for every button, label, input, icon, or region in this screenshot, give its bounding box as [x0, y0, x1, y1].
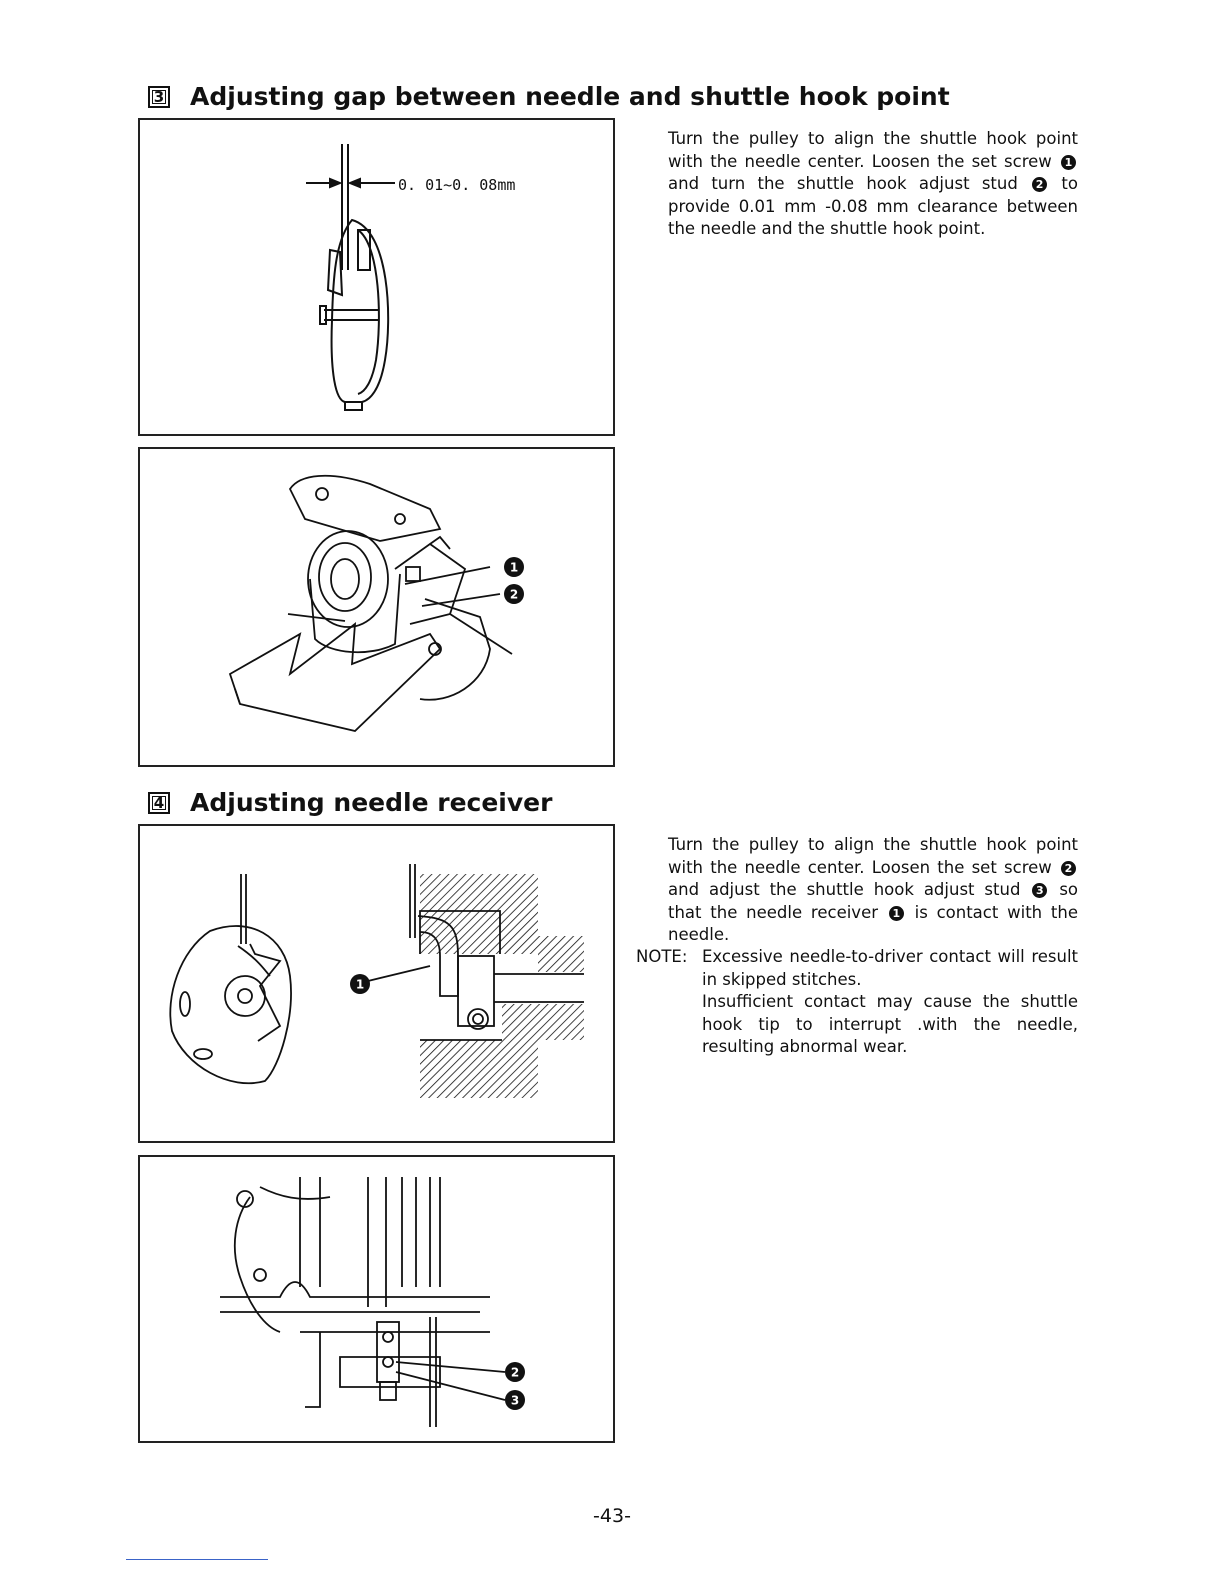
note-line-1: Excessive needle-to-driver contact will result in skipped stitches.	[702, 947, 1078, 989]
page-number: -43-	[593, 1505, 631, 1527]
callout-2-label: 2	[509, 587, 519, 602]
section-4-number: 4	[148, 792, 170, 814]
ref-badge-adjust-stud: 3	[1032, 883, 1047, 898]
section-4-heading	[148, 788, 552, 817]
underside-adjustment-diagram	[140, 1157, 613, 1441]
figure-needle-receiver	[138, 824, 615, 1143]
section-4-text-3: so that the needle receiver	[668, 880, 1079, 922]
section-4-text-2: and adjust the shuttle hook adjust stud	[668, 880, 1021, 899]
needle-gap-diagram	[140, 120, 613, 434]
note-text	[702, 946, 1078, 1059]
ref-badge-2: 2	[1032, 177, 1047, 192]
section-4-instructions	[668, 834, 1078, 947]
gap-dimension-label: 0. 01~0. 08mm	[398, 176, 516, 194]
note-label: NOTE:	[636, 947, 688, 966]
section-3-heading	[148, 82, 950, 111]
needle-receiver-diagram	[140, 826, 613, 1141]
callout-1-label: 1	[509, 560, 519, 575]
callout-receiver-label: 1	[355, 977, 365, 992]
ref-badge-needle-receiver: 1	[889, 906, 904, 921]
section-3-text-1: Turn the pulley to align the shuttle hook point with the needle center. Loosen the set screw	[668, 129, 1078, 171]
shuttle-hook-assembly-diagram	[140, 449, 613, 765]
callout-adjust-stud-label: 3	[510, 1393, 520, 1408]
note-line-2: Insufficient contact may cause the shuttle hook tip to interrupt .with the needle, resulting abnormal wear.	[702, 992, 1078, 1056]
section-4-text-4: is contact with the needle.	[668, 902, 1078, 944]
figure-underside-adjustment	[138, 1155, 615, 1443]
section-3-number: 3	[148, 86, 170, 108]
section-3-text-3: to provide 0.01 mm -0.08 mm clearance between the needle and the shuttle hook point.	[668, 174, 1078, 238]
section-4-text-1: Turn the pulley to align the shuttle hook point with the needle center. Loosen the set screw	[668, 835, 1078, 877]
footer-rule	[126, 1559, 268, 1560]
figure-shuttle-hook-assembly	[138, 447, 615, 767]
note-block	[636, 946, 1078, 1066]
section-3-instructions	[668, 128, 1078, 241]
section-4-title: Adjusting needle receiver	[190, 788, 553, 817]
figure-needle-gap	[138, 118, 615, 436]
ref-badge-1: 1	[1061, 155, 1076, 170]
section-3-title: Adjusting gap between needle and shuttle hook point	[190, 82, 950, 111]
section-3-text-2: and turn the shuttle hook adjust stud	[668, 174, 1018, 193]
callout-set-screw-label: 2	[510, 1365, 520, 1380]
ref-badge-set-screw: 2	[1061, 861, 1076, 876]
